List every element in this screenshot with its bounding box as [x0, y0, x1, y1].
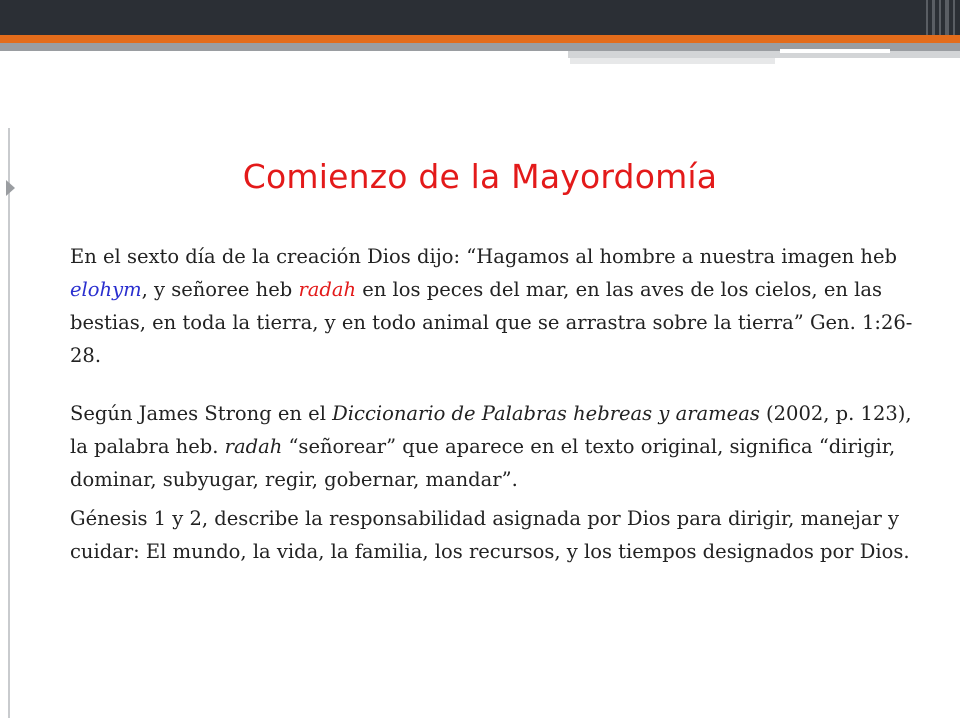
- paragraph1-text-b: , y señoree heb: [141, 278, 299, 301]
- paragraph-genesis-quote: [70, 240, 920, 372]
- header-bar: [0, 0, 960, 35]
- accent-stripe-light-gray: [568, 51, 960, 58]
- header-stripes: [920, 0, 960, 35]
- left-divider: [0, 128, 20, 718]
- divider-line: [8, 128, 10, 718]
- paragraph2-text-b: (2002, p. 123), la palabra heb.: [70, 402, 912, 458]
- paragraph-genesis-summary: Génesis 1 y 2, describe la responsabilidad asignada por Dios para dirigir, manejar y cuidar: El mundo, la vida, la familia, los recursos, y los tiempos designados por Dios.: [70, 507, 910, 563]
- accent-notch: [780, 49, 890, 53]
- slide-title: Comienzo de la Mayordomía: [242, 157, 718, 196]
- accent-stripe-lighter-gray: [570, 58, 775, 64]
- term-radah-italic: radah: [224, 435, 283, 458]
- paragraph1-text-a: En el sexto día de la creación Dios dijo: “Hagamos al hombre a nuestra imagen heb: [70, 245, 897, 268]
- term-radah: radah: [298, 278, 357, 301]
- paragraph2-text-c: “señorear” que aparece en el texto original, significa “dirigir, dominar, subyugar, regir, gobernar, mandar”.: [70, 435, 896, 491]
- paragraph2-text-a: Según James Strong en el: [70, 402, 333, 425]
- paragraph-strong-definition: [70, 397, 920, 496]
- paragraph1-text-c: en los peces del mar, en las aves de los cielos, en las bestias, en toda la tierra, y en todo animal que se arrastra sobre la tierra” Gen. 1:26-28.: [70, 278, 913, 367]
- term-elohym: elohym: [70, 278, 142, 301]
- book-title: Diccionario de Palabras hebreas y arameas: [332, 402, 760, 425]
- accent-stripe-orange: [0, 35, 960, 43]
- slide-body: [70, 240, 920, 568]
